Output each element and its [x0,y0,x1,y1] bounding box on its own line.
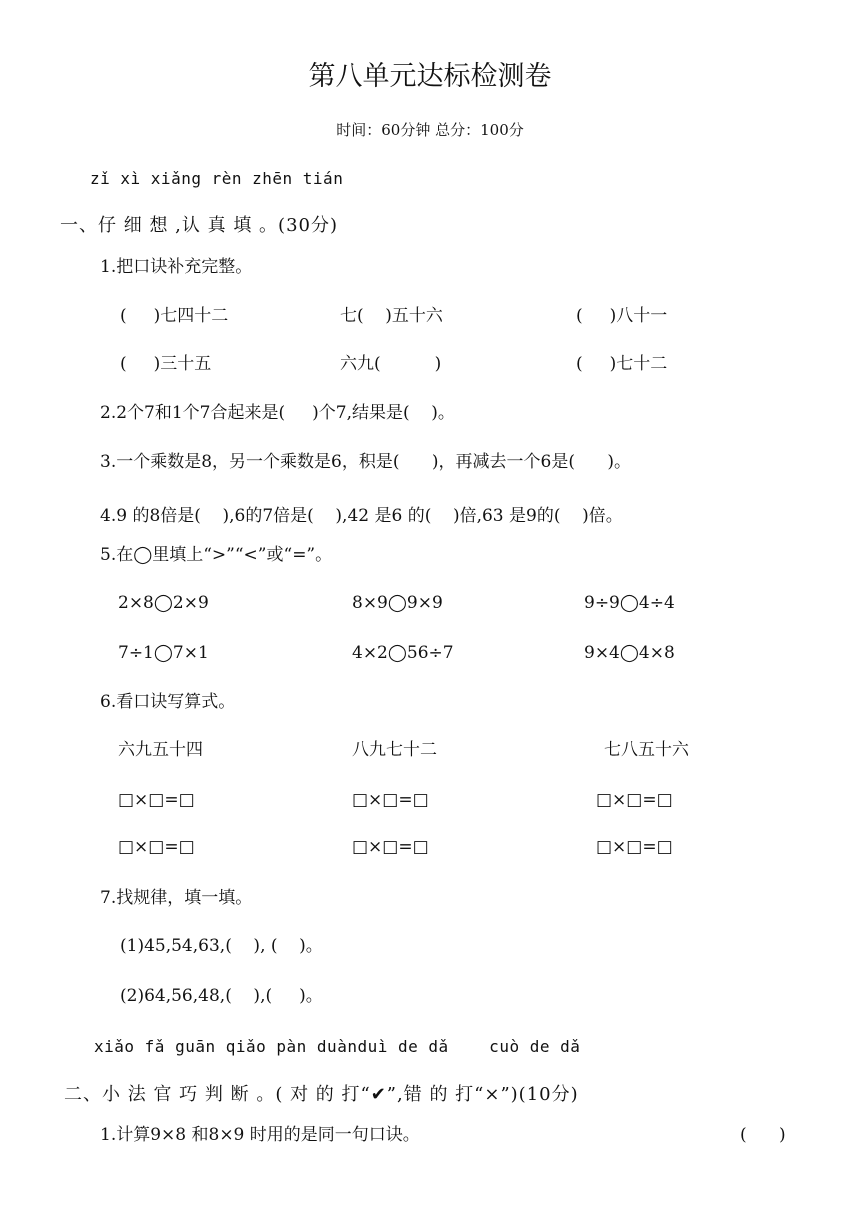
exam-info: 时间：60分钟 总分：100分 [336,121,524,139]
q1-item: 七( )五十六 [340,306,443,326]
q7-part1: (1)45,54,63,( ), ( )。 [120,936,323,956]
q7-part2: (2)64,56,48,( ),( )。 [120,986,323,1006]
q1-item: ( )七十二 [576,354,668,374]
q2-text: 2.2个7和1个7合起来是( )个7,结果是( )。 [100,403,455,423]
section2-pinyin: xiǎo fǎ guān qiǎo pàn duànduì de dǎ cuò de dǎ [94,1037,581,1056]
q5-item: 2×8◯2×9 [118,593,209,613]
q1-item: ( )七四十二 [120,306,229,326]
page-title: 第八单元达标检测卷 [308,61,552,92]
q6-text: 6.看口诀写算式。 [100,692,236,712]
q3-text: 3.一个乘数是8，另一个乘数是6，积是( )，再减去一个6是( )。 [100,452,632,472]
q6-formula-blank[interactable]: □×□=□ [118,790,195,810]
q6-rhyme: 六九五十四 [118,740,203,760]
section1-pinyin: zǐ xì xiǎng rèn zhēn tián [90,169,344,188]
q6-formula-blank[interactable]: □×□=□ [596,790,673,810]
q6-formula-blank[interactable]: □×□=□ [596,837,673,857]
q6-rhyme: 七八五十六 [604,740,689,760]
q6-rhyme: 八九七十二 [352,740,437,760]
q5-item: 7÷1◯7×1 [118,643,209,663]
s2-q1-answer-blank[interactable]: ( ) [740,1125,786,1145]
q6-formula-blank[interactable]: □×□=□ [352,837,429,857]
q1-item: ( )三十五 [120,354,212,374]
q5-item: 4×2◯56÷7 [352,643,454,663]
s2-q1-text: 1.计算9×8 和8×9 时用的是同一句口诀。 [100,1125,420,1145]
q7-text: 7.找规律，填一填。 [100,888,253,908]
q1-item: ( )八十一 [576,306,668,326]
section1-heading: 一、仔 细 想 ,认 真 填 。(30分) [60,215,338,236]
q5-text: 5.在◯里填上“>”“<”或“=”。 [100,545,333,565]
q5-item: 8×9◯9×9 [352,593,443,613]
q1-item: 六九( ) [340,354,442,374]
q6-formula-blank[interactable]: □×□=□ [118,837,195,857]
q4-text: 4.9 的8倍是( ),6的7倍是( ),42 是6 的( )倍,63 是9的( )倍。 [100,506,623,526]
section2-heading: 二、小 法 官 巧 判 断 。( 对 的 打“✔”,错 的 打“×”)(10分) [64,1084,579,1105]
q5-item: 9×4◯4×8 [584,643,675,663]
q6-formula-blank[interactable]: □×□=□ [352,790,429,810]
q1-text: 1.把口诀补充完整。 [100,257,253,277]
q5-item: 9÷9◯4÷4 [584,593,675,613]
